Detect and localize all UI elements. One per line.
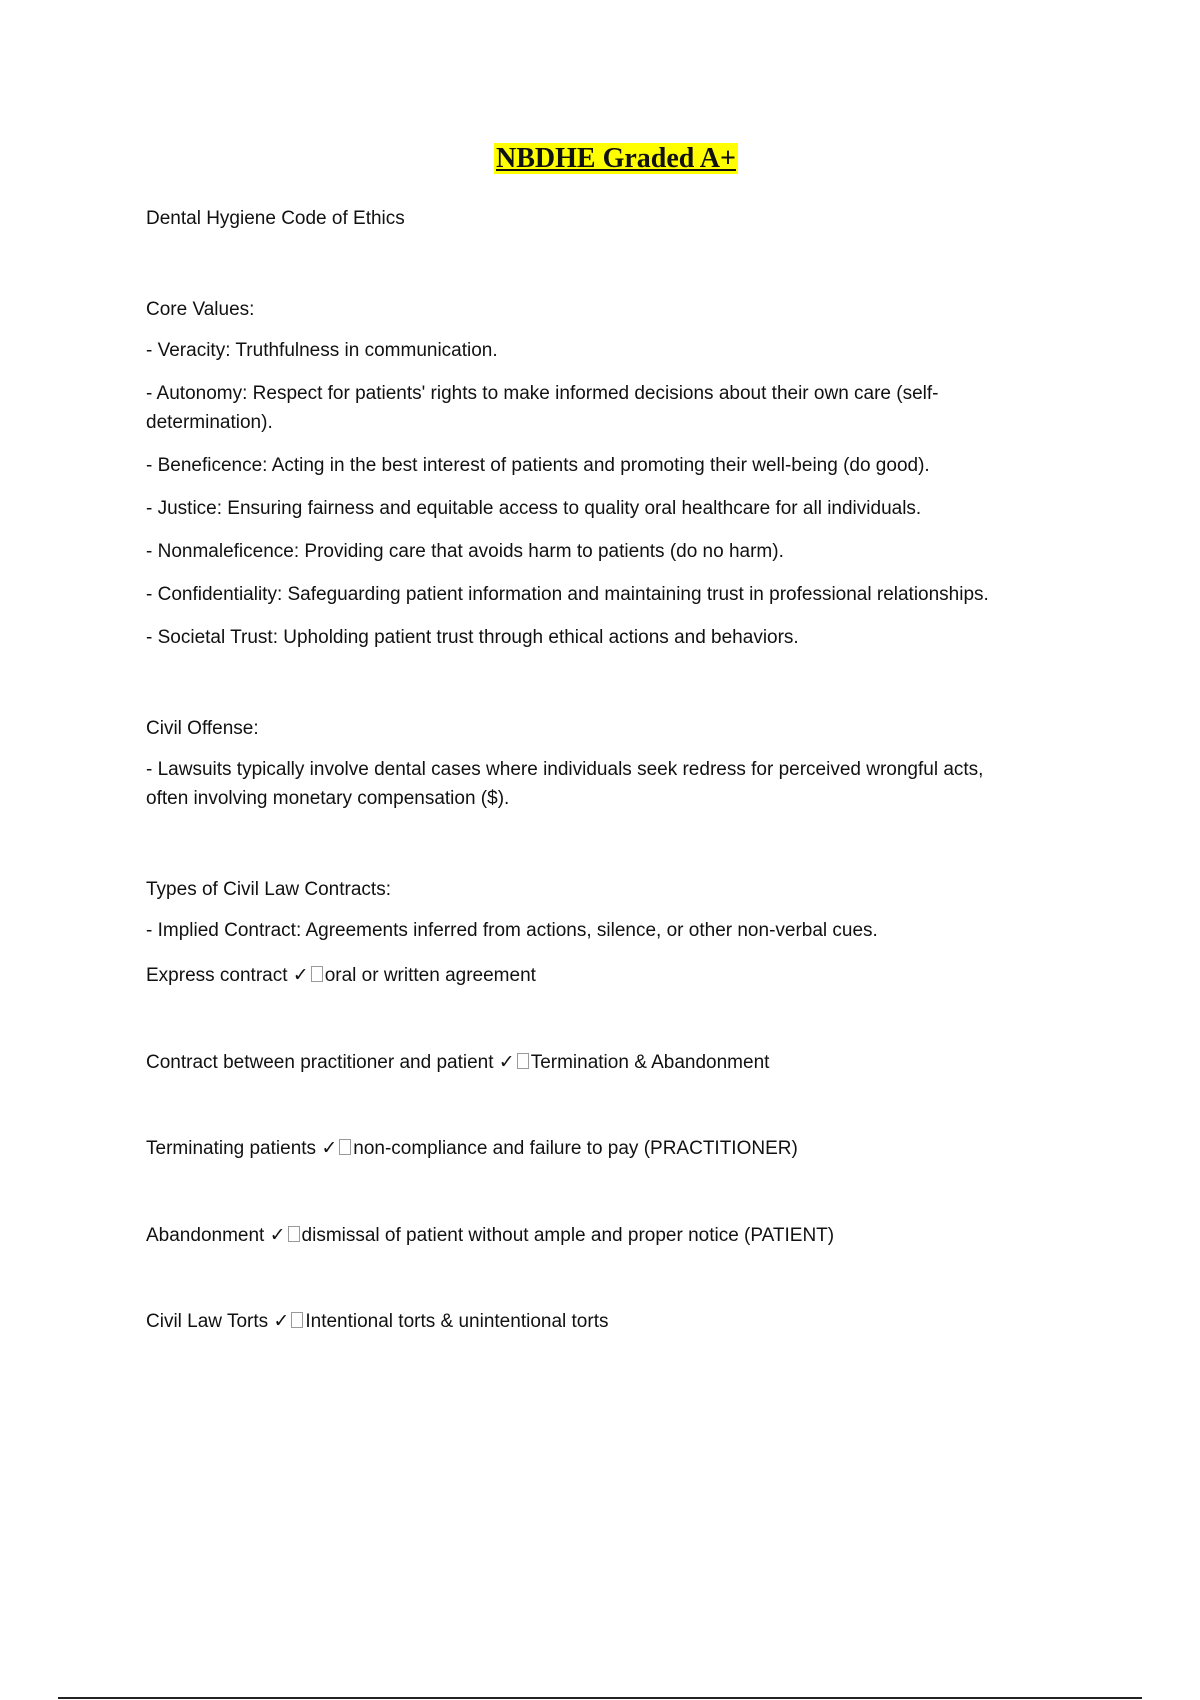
core-value-justice: - Justice: Ensuring fairness and equitable access to quality oral healthcare for all individuals.: [146, 498, 922, 519]
qa-term: Terminating patients: [146, 1138, 317, 1159]
check-icon: ✓: [498, 1051, 515, 1073]
qa-item: [146, 961, 1086, 990]
footer-divider: [58, 1697, 1142, 1699]
qa-term: Express contract: [146, 965, 288, 986]
civil-offense-label: Civil Offense:: [146, 718, 259, 739]
core-value-confidentiality: - Confidentiality: Safeguarding patient information and maintaining trust in professional relationships.: [146, 584, 989, 605]
section-heading: Dental Hygiene Code of Ethics: [146, 208, 405, 229]
box-icon: [291, 1312, 303, 1328]
qa-answer: Intentional torts & unintentional torts: [305, 1311, 609, 1332]
core-values-label: Core Values:: [146, 299, 255, 320]
box-icon: [288, 1226, 300, 1242]
core-value-societal-trust: - Societal Trust: Upholding patient trust through ethical actions and behaviors.: [146, 627, 799, 648]
qa-item: [146, 1134, 1086, 1163]
box-icon: [339, 1139, 351, 1155]
qa-term: Contract between practitioner and patient: [146, 1052, 494, 1073]
check-icon: ✓: [273, 1310, 290, 1332]
box-icon: [517, 1053, 529, 1069]
check-icon: ✓: [269, 1224, 286, 1246]
qa-answer: dismissal of patient without ample and proper notice (PATIENT): [301, 1225, 835, 1246]
document-body: [146, 204, 1086, 1336]
check-icon: ✓: [292, 964, 309, 986]
qa-term: Civil Law Torts: [146, 1311, 269, 1332]
title-text: NBDHE Graded A+: [496, 143, 736, 174]
civil-offense-item-line-1: - Lawsuits typically involve dental cases where individuals seek redress for perceived wrongful acts,: [146, 759, 984, 780]
core-value-nonmaleficence: - Nonmaleficence: Providing care that avoids harm to patients (do no harm).: [146, 541, 784, 562]
check-icon: ✓: [321, 1137, 338, 1159]
qa-answer: oral or written agreement: [324, 965, 536, 986]
implied-contract: - Implied Contract: Agreements inferred from actions, silence, or other non-verbal cues.: [146, 920, 878, 941]
civil-offense-item-line-2: often involving monetary compensation ($).: [146, 788, 510, 809]
qa-item: [146, 1048, 1086, 1077]
page-title: [0, 142, 1200, 176]
qa-answer: Termination & Abandonment: [530, 1052, 770, 1073]
qa-item: [146, 1307, 1086, 1336]
core-value-autonomy: - Autonomy: Respect for patients' rights to make informed decisions about their own care (self-determination).: [146, 383, 939, 433]
core-value-beneficence: - Beneficence: Acting in the best interest of patients and promoting their well-being (do good).: [146, 455, 930, 476]
core-value-veracity: - Veracity: Truthfulness in communication.: [146, 340, 498, 361]
contracts-label: Types of Civil Law Contracts:: [146, 879, 391, 900]
qa-item: [146, 1221, 1086, 1250]
qa-answer: non-compliance and failure to pay (PRACTITIONER): [353, 1138, 798, 1159]
box-icon: [311, 966, 323, 982]
qa-term: Abandonment: [146, 1225, 265, 1246]
